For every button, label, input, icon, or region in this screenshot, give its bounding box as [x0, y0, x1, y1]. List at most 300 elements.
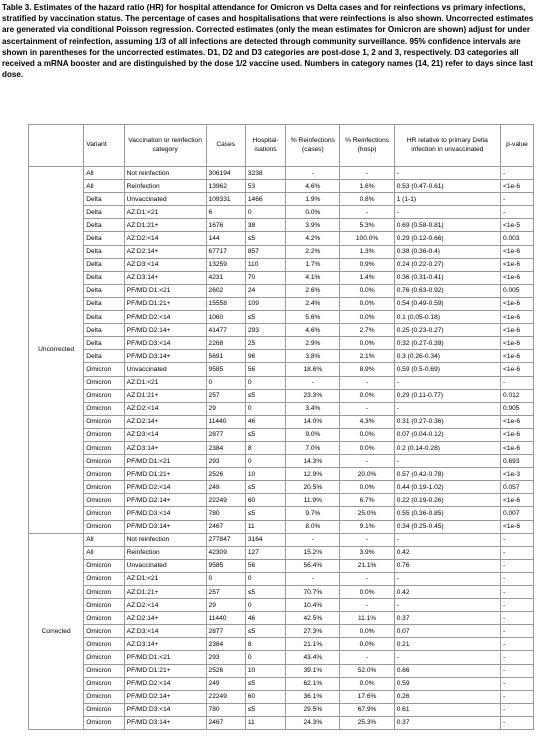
cell-variant: Delta	[84, 258, 124, 271]
cell-category: AZ:D2:14+	[124, 245, 206, 258]
cell-pct-reinf-hosp: -	[340, 167, 394, 180]
cell-pct-reinf-cases: 1.9%	[286, 193, 340, 206]
cell-pct-reinf-cases: 39.1%	[286, 664, 340, 677]
cell-cases: 780	[206, 507, 245, 520]
cell-hospitalisations: 127	[245, 546, 285, 559]
cell-pct-reinf-cases: 29.5%	[286, 703, 340, 716]
cell-p-value: -	[501, 546, 534, 559]
cell-category: PF/MD:D2:<14	[124, 481, 206, 494]
cell-p-value: <1e-6	[501, 363, 534, 376]
cell-hospitalisations: 0	[245, 206, 285, 219]
cell-p-value: -	[501, 651, 534, 664]
cell-p-value: <1e-6	[501, 350, 534, 363]
cell-category: Unvaccinated	[124, 559, 206, 572]
cell-cases: 293	[206, 651, 245, 664]
cell-p-value: 0.005	[501, 284, 534, 297]
cell-hr: 0.07	[394, 625, 500, 638]
cell-pct-reinf-hosp: 2.7%	[340, 324, 394, 337]
cell-hr: 0.76 (0.63-0.92)	[394, 284, 500, 297]
cell-pct-reinf-hosp: 1.4%	[340, 271, 394, 284]
hazard-ratio-table	[28, 124, 534, 730]
table-row	[29, 324, 534, 337]
table-row	[29, 651, 534, 664]
cell-pct-reinf-cases: 2.6%	[286, 284, 340, 297]
cell-hospitalisations: 857	[245, 245, 285, 258]
cell-variant: Omicron	[84, 520, 124, 533]
cell-hospitalisations: 56	[245, 559, 285, 572]
table-row	[29, 402, 534, 415]
cell-hr: 0.42	[394, 586, 500, 599]
cell-hospitalisations: 11	[245, 520, 285, 533]
cell-pct-reinf-hosp: -	[340, 376, 394, 389]
cell-pct-reinf-hosp: 17.6%	[340, 690, 394, 703]
header-hospitalisations: Hospital-isations	[245, 125, 285, 167]
cell-pct-reinf-cases: 0.0%	[286, 206, 340, 219]
group-label: Uncorrected	[29, 167, 84, 534]
cell-cases: 306194	[206, 167, 245, 180]
cell-category: PF/MD:D1:21+	[124, 468, 206, 481]
cell-hr: 0.59 (0.5-0.69)	[394, 363, 500, 376]
table-row	[29, 232, 534, 245]
cell-category: PF/MD:D2:<14	[124, 311, 206, 324]
cell-hospitalisations: 0	[245, 376, 285, 389]
cell-hospitalisations: ≤5	[245, 703, 285, 716]
cell-hospitalisations: 60	[245, 690, 285, 703]
cell-pct-reinf-cases: 18.6%	[286, 363, 340, 376]
cell-pct-reinf-cases: 14.3%	[286, 455, 340, 468]
table-row	[29, 559, 534, 572]
cell-variant: Omicron	[84, 690, 124, 703]
table-header-row	[29, 125, 534, 167]
table-row	[29, 258, 534, 271]
cell-hospitalisations: 24	[245, 284, 285, 297]
cell-pct-reinf-cases: 2.4%	[286, 297, 340, 310]
group-label: Corrected	[29, 533, 84, 729]
cell-hospitalisations: ≤5	[245, 428, 285, 441]
cell-hr: -	[394, 206, 500, 219]
cell-p-value: <1e-6	[501, 271, 534, 284]
cell-pct-reinf-cases: 9.7%	[286, 507, 340, 520]
cell-hr: -	[394, 402, 500, 415]
cell-pct-reinf-hosp: -	[340, 206, 394, 219]
cell-variant: Omicron	[84, 494, 124, 507]
cell-category: PF/MD:D2:<14	[124, 677, 206, 690]
cell-p-value: 0.905	[501, 402, 534, 415]
cell-pct-reinf-hosp: 2.1%	[340, 350, 394, 363]
header-hr: HR relative to primary Delta infection in unvaccinated	[394, 125, 500, 167]
table-row	[29, 546, 534, 559]
cell-pct-reinf-cases: 2.2%	[286, 245, 340, 258]
cell-pct-reinf-cases: -	[286, 572, 340, 585]
cell-pct-reinf-hosp: 3.9%	[340, 546, 394, 559]
cell-pct-reinf-cases: 5.6%	[286, 311, 340, 324]
cell-category: AZ:D1:21+	[124, 586, 206, 599]
cell-cases: 67717	[206, 245, 245, 258]
cell-hospitalisations: 60	[245, 494, 285, 507]
cell-category: AZ:D2:<14	[124, 402, 206, 415]
table-row	[29, 638, 534, 651]
cell-variant: Delta	[84, 271, 124, 284]
cell-cases: 11440	[206, 612, 245, 625]
cell-category: AZ:D1:<21	[124, 206, 206, 219]
cell-hr: 0.38 (0.36-0.4)	[394, 245, 500, 258]
cell-hospitalisations: ≤5	[245, 232, 285, 245]
cell-hospitalisations: 25	[245, 337, 285, 350]
cell-p-value: 0.003	[501, 232, 534, 245]
cell-pct-reinf-hosp: -	[340, 455, 394, 468]
cell-hospitalisations: 3238	[245, 167, 285, 180]
cell-pct-reinf-cases: 21.1%	[286, 638, 340, 651]
cell-hr: 0.37	[394, 716, 500, 729]
cell-pct-reinf-cases: 24.3%	[286, 716, 340, 729]
cell-cases: 2384	[206, 441, 245, 454]
cell-category: Unvaccinated	[124, 363, 206, 376]
cell-pct-reinf-hosp: 0.0%	[340, 441, 394, 454]
cell-cases: 2602	[206, 284, 245, 297]
cell-variant: Omicron	[84, 599, 124, 612]
cell-hospitalisations: 0	[245, 455, 285, 468]
cell-category: PF/MD:D3:14+	[124, 520, 206, 533]
cell-hospitalisations: 1466	[245, 193, 285, 206]
cell-hospitalisations: ≤5	[245, 677, 285, 690]
cell-hr: 0.1 (0.05-0.18)	[394, 311, 500, 324]
cell-cases: 22249	[206, 494, 245, 507]
cell-hospitalisations: 46	[245, 415, 285, 428]
cell-pct-reinf-hosp: 0.0%	[340, 481, 394, 494]
cell-hr: -	[394, 167, 500, 180]
cell-variant: Omicron	[84, 612, 124, 625]
table-row	[29, 428, 534, 441]
cell-pct-reinf-cases: 4.6%	[286, 180, 340, 193]
cell-hr: 1 (1-1)	[394, 193, 500, 206]
cell-hospitalisations: ≤5	[245, 586, 285, 599]
cell-hr: 0.53 (0.47-0.61)	[394, 180, 500, 193]
cell-pct-reinf-cases: 14.0%	[286, 415, 340, 428]
cell-variant: Omicron	[84, 468, 124, 481]
cell-p-value: -	[501, 677, 534, 690]
cell-pct-reinf-hosp: 0.0%	[340, 638, 394, 651]
cell-category: AZ:D3:14+	[124, 441, 206, 454]
cell-variant: Delta	[84, 324, 124, 337]
cell-p-value: -	[501, 376, 534, 389]
table-row	[29, 690, 534, 703]
cell-variant: Omicron	[84, 703, 124, 716]
cell-p-value: <1e-6	[501, 441, 534, 454]
cell-cases: 0	[206, 572, 245, 585]
cell-pct-reinf-cases: 12.9%	[286, 468, 340, 481]
header-group	[29, 125, 84, 167]
cell-hospitalisations: ≤5	[245, 481, 285, 494]
cell-variant: All	[84, 546, 124, 559]
cell-cases: 41477	[206, 324, 245, 337]
cell-hr: 0.29 (0.12-0.66)	[394, 232, 500, 245]
cell-p-value: -	[501, 716, 534, 729]
cell-cases: 144	[206, 232, 245, 245]
cell-pct-reinf-hosp: 67.9%	[340, 703, 394, 716]
cell-hospitalisations: 96	[245, 350, 285, 363]
cell-hr: 0.3 (0.26-0.34)	[394, 350, 500, 363]
table-row	[29, 271, 534, 284]
cell-hr: 0.21	[394, 638, 500, 651]
cell-cases: 2877	[206, 428, 245, 441]
cell-cases: 2467	[206, 520, 245, 533]
cell-pct-reinf-hosp: 0.0%	[340, 586, 394, 599]
cell-p-value: -	[501, 690, 534, 703]
cell-pct-reinf-cases: 3.4%	[286, 402, 340, 415]
cell-category: AZ:D1:<21	[124, 572, 206, 585]
cell-variant: Omicron	[84, 507, 124, 520]
cell-pct-reinf-hosp: 0.8%	[340, 193, 394, 206]
cell-pct-reinf-hosp: 25.0%	[340, 507, 394, 520]
cell-category: Reinfection	[124, 546, 206, 559]
header-variant: Variant	[84, 125, 124, 167]
cell-p-value: <1e-6	[501, 297, 534, 310]
cell-category: PF/MD:D1:<21	[124, 651, 206, 664]
table-row	[29, 350, 534, 363]
cell-hospitalisations: 0	[245, 651, 285, 664]
cell-variant: All	[84, 180, 124, 193]
cell-variant: Omicron	[84, 651, 124, 664]
cell-hr: -	[394, 651, 500, 664]
cell-cases: 249	[206, 481, 245, 494]
table-row	[29, 494, 534, 507]
cell-cases: 29	[206, 402, 245, 415]
cell-cases: 1676	[206, 219, 245, 232]
cell-category: PF/MD:D2:14+	[124, 494, 206, 507]
table-row	[29, 363, 534, 376]
cell-cases: 6	[206, 206, 245, 219]
cell-cases: 9585	[206, 363, 245, 376]
cell-category: PF/MD:D2:14+	[124, 690, 206, 703]
cell-cases: 15558	[206, 297, 245, 310]
cell-pct-reinf-hosp: 0.0%	[340, 625, 394, 638]
cell-pct-reinf-hosp: 0.0%	[340, 297, 394, 310]
cell-category: PF/MD:D3:<14	[124, 507, 206, 520]
cell-hr: 0.44 (0.19-1.02)	[394, 481, 500, 494]
cell-pct-reinf-cases: 27.3%	[286, 625, 340, 638]
cell-pct-reinf-hosp: 25.3%	[340, 716, 394, 729]
cell-hospitalisations: 11	[245, 716, 285, 729]
table-row	[29, 245, 534, 258]
cell-p-value: <1e-3	[501, 468, 534, 481]
cell-pct-reinf-hosp: 11.1%	[340, 612, 394, 625]
table-row	[29, 677, 534, 690]
cell-hospitalisations: ≤5	[245, 389, 285, 402]
cell-category: AZ:D1:21+	[124, 389, 206, 402]
cell-category: PF/MD:D3:<14	[124, 703, 206, 716]
cell-hospitalisations: ≤5	[245, 507, 285, 520]
table-row	[29, 441, 534, 454]
header-cases: Cases	[206, 125, 245, 167]
cell-p-value: <1e-6	[501, 337, 534, 350]
table-row	[29, 599, 534, 612]
cell-p-value: -	[501, 206, 534, 219]
cell-p-value: <1e-6	[501, 311, 534, 324]
cell-variant: Omicron	[84, 664, 124, 677]
cell-pct-reinf-hosp: -	[340, 402, 394, 415]
cell-pct-reinf-hosp: 0.0%	[340, 389, 394, 402]
cell-hospitalisations: 70	[245, 271, 285, 284]
table-caption: Table 3. Estimates of the hazard ratio (HR) for hospital attendance for Omicron vs Delta cases and for reinfections vs primary infections, stratified by vaccination status. The percentage of cases and hospitalisations that were reinfections is also shown. Uncorrected estimates are generated via conditional Poisson regression. Corrected estimates (only the mean estimates for Omicron are shown) adjust for under ascertainment of reinfection, assuming 1/3 of all infections are detected through community surveillance. 95% confidence intervals are shown in parentheses for the uncorrected estimates. D1, D2 and D3 categories are post-dose 1, 2 and 3, respectively. D3 categories all received a mRNA booster and are distinguished by the dose 1/2 vaccine used. Numbers in category names (14, 21) refer to days since last dose.	[2, 3, 534, 80]
cell-hr: 0.26	[394, 690, 500, 703]
cell-hr: 0.31 (0.27-0.36)	[394, 415, 500, 428]
cell-category: AZ:D3:14+	[124, 638, 206, 651]
cell-cases: 29	[206, 599, 245, 612]
cell-variant: Omicron	[84, 402, 124, 415]
cell-category: AZ:D1:<21	[124, 376, 206, 389]
cell-p-value: 0.693	[501, 455, 534, 468]
cell-category: AZ:D3:<14	[124, 258, 206, 271]
cell-p-value: -	[501, 586, 534, 599]
cell-variant: Delta	[84, 337, 124, 350]
cell-p-value: <1e-6	[501, 245, 534, 258]
cell-pct-reinf-hosp: -	[340, 572, 394, 585]
header-pct-reinf-hosp: % Reinfections (hosp)	[340, 125, 394, 167]
cell-p-value: <1e-6	[501, 494, 534, 507]
cell-category: AZ:D2:14+	[124, 612, 206, 625]
table-row	[29, 193, 534, 206]
cell-hr: 0.36 (0.31-0.41)	[394, 271, 500, 284]
cell-pct-reinf-hosp: -	[340, 599, 394, 612]
cell-variant: Delta	[84, 232, 124, 245]
cell-hr: 0.57 (0.42-0.78)	[394, 468, 500, 481]
cell-p-value: -	[501, 664, 534, 677]
table-row	[29, 507, 534, 520]
table-row	[29, 533, 534, 546]
cell-pct-reinf-hosp: 6.7%	[340, 494, 394, 507]
cell-variant: Omicron	[84, 572, 124, 585]
cell-pct-reinf-cases: 7.0%	[286, 441, 340, 454]
cell-variant: Omicron	[84, 376, 124, 389]
cell-pct-reinf-hosp: 21.1%	[340, 559, 394, 572]
cell-hospitalisations: 3164	[245, 533, 285, 546]
cell-pct-reinf-cases: 3.9%	[286, 219, 340, 232]
cell-category: Reinfection	[124, 180, 206, 193]
cell-category: AZ:D3:<14	[124, 428, 206, 441]
cell-pct-reinf-hosp: 8.9%	[340, 363, 394, 376]
table-row	[29, 455, 534, 468]
cell-pct-reinf-hosp: -	[340, 651, 394, 664]
cell-variant: Omicron	[84, 677, 124, 690]
table-row	[29, 297, 534, 310]
cell-pct-reinf-cases: 23.3%	[286, 389, 340, 402]
cell-pct-reinf-cases: -	[286, 533, 340, 546]
cell-pct-reinf-hosp: -	[340, 533, 394, 546]
cell-hr: 0.32 (0.27-0.39)	[394, 337, 500, 350]
table-row	[29, 376, 534, 389]
table-row	[29, 625, 534, 638]
cell-p-value: <1e-6	[501, 520, 534, 533]
cell-category: Unvaccinated	[124, 193, 206, 206]
cell-pct-reinf-hosp: 1.6%	[340, 180, 394, 193]
table-row	[29, 284, 534, 297]
cell-hr: -	[394, 376, 500, 389]
cell-p-value: -	[501, 625, 534, 638]
cell-pct-reinf-hosp: 0.0%	[340, 428, 394, 441]
cell-variant: All	[84, 167, 124, 180]
cell-variant: Omicron	[84, 481, 124, 494]
cell-hospitalisations: 110	[245, 258, 285, 271]
cell-p-value: -	[501, 533, 534, 546]
table-row	[29, 520, 534, 533]
cell-category: Not reinfection	[124, 533, 206, 546]
cell-cases: 2384	[206, 638, 245, 651]
cell-hr: 0.59	[394, 677, 500, 690]
cell-hr: 0.34 (0.25-0.45)	[394, 520, 500, 533]
header-category: Vaccination or reinfection category	[124, 125, 206, 167]
cell-category: AZ:D2:<14	[124, 232, 206, 245]
cell-p-value: <1e-6	[501, 258, 534, 271]
cell-variant: Omicron	[84, 716, 124, 729]
cell-hospitalisations: 46	[245, 612, 285, 625]
cell-variant: Omicron	[84, 559, 124, 572]
cell-pct-reinf-hosp: 0.0%	[340, 311, 394, 324]
cell-pct-reinf-cases: 4.1%	[286, 271, 340, 284]
table-row	[29, 481, 534, 494]
cell-cases: 13259	[206, 258, 245, 271]
table-row	[29, 206, 534, 219]
cell-variant: Omicron	[84, 441, 124, 454]
cell-hr: 0.22 (0.19-0.26)	[394, 494, 500, 507]
cell-category: PF/MD:D1:<21	[124, 284, 206, 297]
cell-pct-reinf-hosp: 0.0%	[340, 337, 394, 350]
cell-pct-reinf-cases: 56.4%	[286, 559, 340, 572]
cell-pct-reinf-cases: -	[286, 167, 340, 180]
cell-hr: -	[394, 599, 500, 612]
cell-p-value: <1e-6	[501, 324, 534, 337]
cell-cases: 9585	[206, 559, 245, 572]
cell-cases: 5691	[206, 350, 245, 363]
cell-variant: Omicron	[84, 625, 124, 638]
cell-pct-reinf-cases: 1.7%	[286, 258, 340, 271]
cell-variant: Omicron	[84, 586, 124, 599]
cell-variant: Omicron	[84, 455, 124, 468]
cell-pct-reinf-cases: 8.0%	[286, 520, 340, 533]
cell-hr: 0.07 (0.04-0.12)	[394, 428, 500, 441]
cell-hospitalisations: ≤5	[245, 625, 285, 638]
cell-p-value: <1e-6	[501, 415, 534, 428]
cell-hr: 0.24 (0.22-0.27)	[394, 258, 500, 271]
cell-cases: 257	[206, 389, 245, 402]
cell-p-value: <1e-5	[501, 219, 534, 232]
cell-p-value: -	[501, 193, 534, 206]
cell-pct-reinf-hosp: 52.0%	[340, 664, 394, 677]
cell-pct-reinf-cases: 70.7%	[286, 586, 340, 599]
cell-cases: 780	[206, 703, 245, 716]
cell-variant: Omicron	[84, 415, 124, 428]
cell-hospitalisations: 38	[245, 219, 285, 232]
cell-cases: 109331	[206, 193, 245, 206]
cell-hr: 0.61	[394, 703, 500, 716]
cell-variant: Omicron	[84, 638, 124, 651]
cell-variant: Delta	[84, 245, 124, 258]
cell-hospitalisations: 293	[245, 324, 285, 337]
table-row	[29, 415, 534, 428]
table-row	[29, 468, 534, 481]
cell-hr: 0.69 (0.58-0.81)	[394, 219, 500, 232]
cell-cases: 2526	[206, 468, 245, 481]
cell-hr: 0.2 (0.14-0.28)	[394, 441, 500, 454]
cell-cases: 2268	[206, 337, 245, 350]
cell-cases: 4231	[206, 271, 245, 284]
cell-hospitalisations: 56	[245, 363, 285, 376]
cell-cases: 293	[206, 455, 245, 468]
cell-p-value: <1e-6	[501, 180, 534, 193]
cell-pct-reinf-hosp: 20.0%	[340, 468, 394, 481]
header-p-value: p-value	[501, 125, 534, 167]
cell-category: AZ:D3:14+	[124, 271, 206, 284]
cell-variant: Delta	[84, 206, 124, 219]
